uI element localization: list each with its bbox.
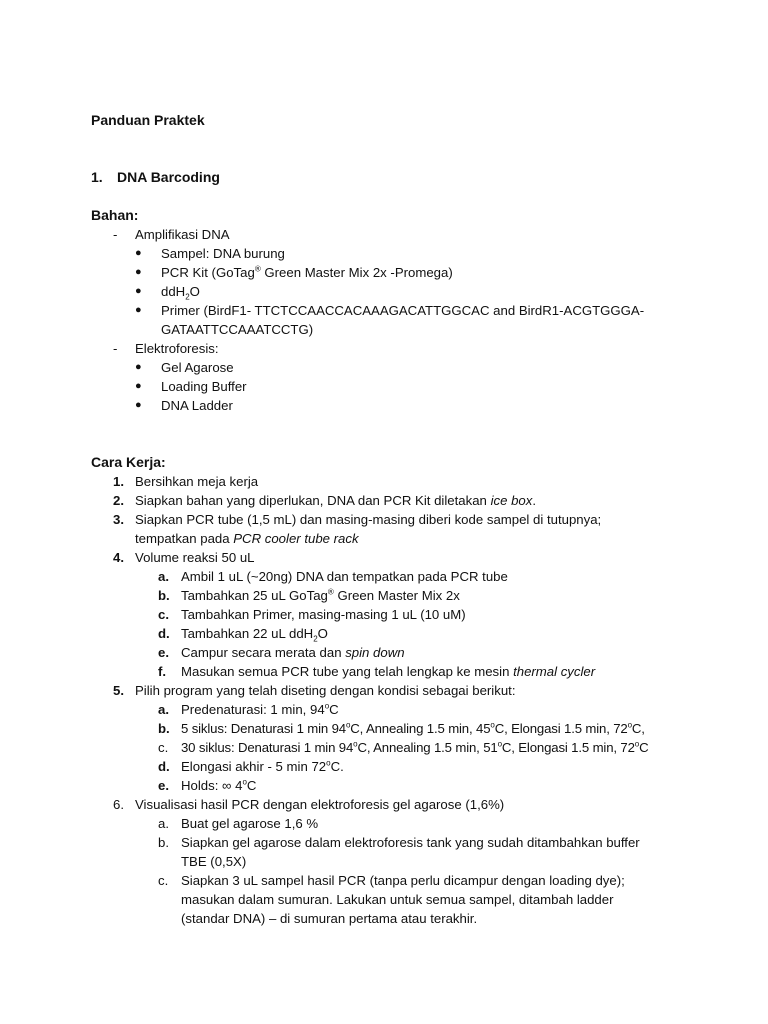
list-item: Sampel: DNA burung <box>161 246 285 261</box>
substep-text: Tambahkan 25 uL GoTag® Green Master Mix 2x <box>181 587 460 603</box>
step-number: 4. <box>113 550 124 565</box>
section-number: 1. <box>91 169 103 185</box>
substep-letter: d. <box>158 626 170 641</box>
bahan-heading: Bahan: <box>91 207 139 223</box>
list-item: Loading Buffer <box>161 379 247 394</box>
step-number: 2. <box>113 493 124 508</box>
step-text: Siapkan bahan yang diperlukan, DNA dan PCR Kit diletakan ice box. <box>135 493 537 508</box>
step-text: Visualisasi hasil PCR dengan elektroforesis gel agarose (1,6%) <box>135 797 505 812</box>
substep-letter: b. <box>158 835 169 850</box>
bullet-icon: ● <box>135 361 142 373</box>
group-label: Elektroforesis: <box>135 341 219 356</box>
substep-text-continuation: masukan dalam sumuran. Lakukan untuk semua sampel, ditambah ladder <box>181 892 614 907</box>
substep-text: Campur secara merata dan spin down <box>181 645 405 660</box>
substep-letter: a. <box>158 816 169 831</box>
dash-marker: - <box>113 227 118 242</box>
list-item-continuation: GATAATTCCAAATCCTG) <box>161 322 314 337</box>
step-number: 1. <box>113 474 124 489</box>
substep-text: Buat gel agarose 1,6 % <box>181 816 319 831</box>
list-item: ddH$_2$O <box>161 284 200 302</box>
step-number: 3. <box>113 512 124 527</box>
substep-letter: d. <box>158 759 170 774</box>
substep-text: 5 siklus: Denaturasi 1 min 94$^o$C, Annealing 1.5 min, 45$^o$C, Elongasi 1.5 min, 72$^o$C, <box>181 720 645 736</box>
group-label: Amplifikasi DNA <box>135 227 230 242</box>
step-text: Pilih program yang telah diseting dengan kondisi sebagai berikut: <box>135 683 516 698</box>
substep-text-continuation: (standar DNA) – di sumuran pertama atau terakhir. <box>181 911 478 926</box>
page-title: Panduan Praktek <box>91 112 205 128</box>
substep-text: Tambahkan Primer, masing-masing 1 uL (10 uM) <box>181 607 466 622</box>
substep-letter: a. <box>158 702 169 717</box>
step-text-continuation: tempatkan pada PCR cooler tube rack <box>135 531 359 546</box>
substep-letter: b. <box>158 721 170 736</box>
substep-letter: e. <box>158 645 169 660</box>
step-text: Bersihkan meja kerja <box>135 474 259 489</box>
substep-letter: c. <box>158 740 169 755</box>
list-item: DNA Ladder <box>161 398 233 413</box>
section-title: DNA Barcoding <box>117 169 220 185</box>
bullet-icon: ● <box>135 380 142 392</box>
substep-letter: e. <box>158 778 169 793</box>
cara-kerja-heading: Cara Kerja: <box>91 454 166 470</box>
bullet-icon: ● <box>135 266 142 278</box>
substep-text: Siapkan gel agarose dalam elektroforesis tank yang sudah ditambahkan buffer <box>181 835 640 850</box>
list-item: Gel Agarose <box>161 360 234 375</box>
bullet-icon: ● <box>135 304 142 316</box>
substep-text: Tambahkan 22 uL ddH$_2$O <box>181 626 328 644</box>
step-text: Siapkan PCR tube (1,5 mL) dan masing-masing diberi kode sampel di tutupnya; <box>135 512 602 527</box>
substep-letter: c. <box>158 873 169 888</box>
substep-text: Masukan semua PCR tube yang telah lengkap ke mesin thermal cycler <box>181 664 596 679</box>
substep-letter: a. <box>158 569 169 584</box>
bullet-icon: ● <box>135 247 142 259</box>
substep-text: Siapkan 3 uL sampel hasil PCR (tanpa perlu dicampur dengan loading dye); <box>181 873 625 888</box>
substep-text-continuation: TBE (0,5X) <box>181 854 247 869</box>
list-item: Primer (BirdF1- TTCTCCAACCACAAAGACATTGGCAC and BirdR1-ACGTGGGA- <box>161 303 645 318</box>
substep-letter: b. <box>158 588 170 603</box>
substep-letter: f. <box>158 664 167 679</box>
list-item: PCR Kit (GoTag® Green Master Mix 2x -Promega) <box>161 264 453 280</box>
dash-marker: - <box>113 341 118 356</box>
substep-text: Elongasi akhir - 5 min 72$^o$C. <box>181 758 344 774</box>
step-text: Volume reaksi 50 uL <box>135 550 255 565</box>
substep-text: Predenaturasi: 1 min, 94$^o$C <box>181 701 339 717</box>
bullet-icon: ● <box>135 285 142 297</box>
substep-text: Ambil 1 uL (~20ng) DNA dan tempatkan pada PCR tube <box>181 569 508 584</box>
step-number: 5. <box>113 683 124 698</box>
substep-letter: c. <box>158 607 169 622</box>
substep-text: 30 siklus: Denaturasi 1 min 94$^o$C, Annealing 1.5 min, 51$^o$C, Elongasi 1.5 min, 72$^o$C <box>181 739 649 755</box>
bullet-icon: ● <box>135 399 142 411</box>
substep-text: Holds: ∞ 4$^o$C <box>181 777 257 793</box>
step-number: 6. <box>113 797 124 812</box>
